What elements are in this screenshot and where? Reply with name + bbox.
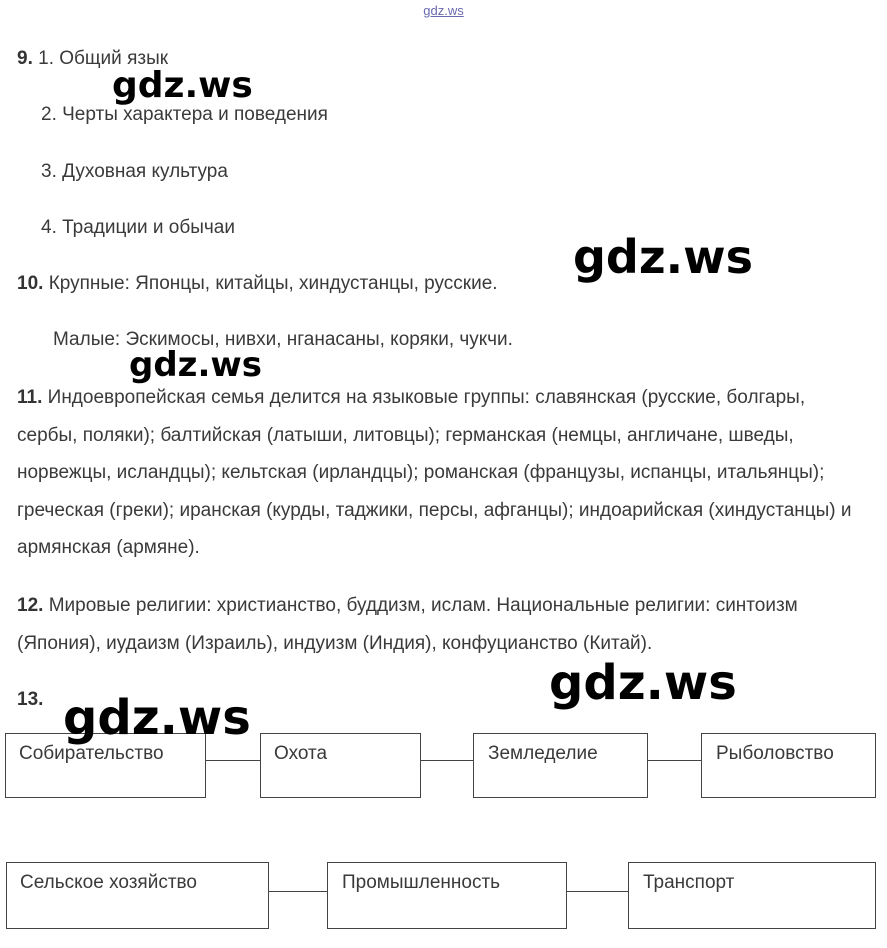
- q9-number: 9.: [17, 48, 33, 69]
- watermark: gdz.ws: [112, 65, 253, 106]
- diagram-box-farming: [6, 862, 269, 929]
- q9-item-3: 3. Духовная культура: [41, 161, 228, 182]
- q12-paragraph: [17, 587, 867, 662]
- site-link[interactable]: gdz.ws: [423, 3, 464, 18]
- diagram-box-hunting: [260, 733, 421, 798]
- q9-item-4: 4. Традиции и обычаи: [41, 217, 235, 238]
- diagram-box-agriculture: [473, 733, 648, 798]
- q10-large: [17, 273, 498, 295]
- q12-text: Мировые религии: христианство, буддизм, ислам. Национальные религии: синтоизм (Япония), иудаизм (Израиль), индуизм (Индия), конфуцианство (Китай).: [17, 595, 798, 654]
- q10-number: 10.: [17, 273, 44, 294]
- watermark: gdz.ws: [573, 230, 753, 284]
- box-label: Рыболовство: [716, 743, 834, 764]
- watermark: gdz.ws: [549, 655, 737, 711]
- box-label: Промышленность: [342, 872, 501, 893]
- q11-number: 11.: [17, 387, 43, 408]
- box-label: Земледелие: [488, 743, 598, 764]
- connector-line: [566, 891, 629, 892]
- diagram-box-industry: [327, 862, 567, 929]
- q12-number: 12.: [17, 595, 44, 616]
- box-label: Транспорт: [643, 872, 735, 893]
- diagram-box-fishing: [701, 733, 876, 798]
- box-label: Собирательство: [19, 743, 164, 764]
- q9-item-2: 2. Черты характера и поведения: [41, 104, 328, 125]
- box-label: Охота: [274, 743, 328, 764]
- watermark: gdz.ws: [129, 345, 263, 385]
- watermark: gdz.ws: [63, 690, 251, 746]
- q11-text: Индоевропейская семья делится на языковые группы: славянская (русские, болгары, сербы, поляки); балтийская (латыши, литовцы); германская (немцы, англичане, шведы, норвежцы, исландцы); кельтская (ирландцы); романская (французы, испанцы, итальянцы); греческая (греки); иранская (курды, таджики, персы, афганцы); индоарийская (хиндустанцы) и армянская (армяне).: [17, 387, 852, 558]
- q10-large-text: Крупные: Японцы, китайцы, хиндустанцы, русские.: [48, 273, 498, 294]
- connector-line: [268, 891, 328, 892]
- connector-line: [420, 760, 473, 761]
- connector-line: [205, 760, 260, 761]
- q11-paragraph: [17, 379, 867, 567]
- q10-small: Малые: Эскимосы, нивхи, нганасаны, коряки, чукчи.: [53, 329, 513, 350]
- box-label: Сельское хозяйство: [20, 872, 197, 893]
- diagram-box-transport: [628, 862, 876, 929]
- q13-number: 13.: [17, 689, 44, 710]
- connector-line: [647, 760, 701, 761]
- q9-item-text: 1. Общий язык: [38, 48, 169, 69]
